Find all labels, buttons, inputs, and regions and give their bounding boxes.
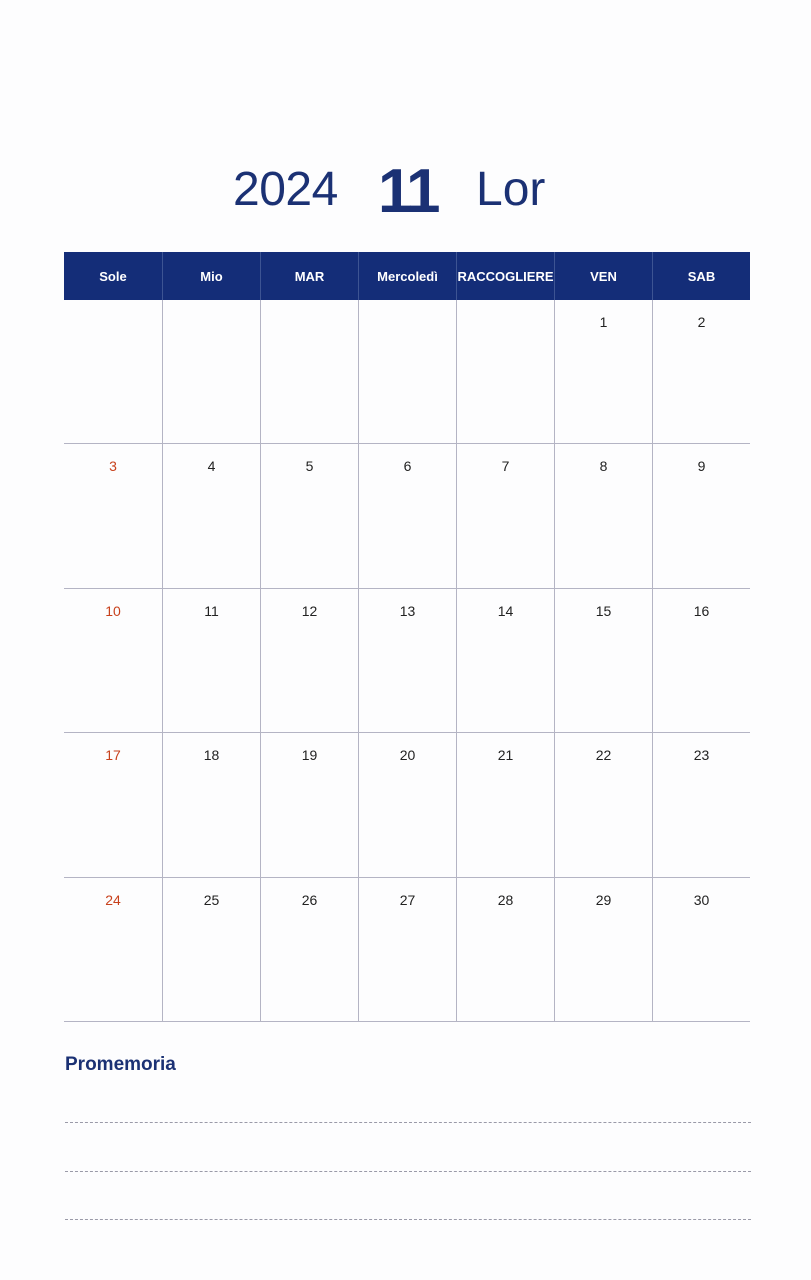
day-cell[interactable]: 1 <box>554 300 652 443</box>
month-number: 11 <box>378 157 438 226</box>
week-row-4 <box>64 733 750 877</box>
weekday-saturday: SAB <box>652 252 750 300</box>
day-cell[interactable] <box>64 300 162 443</box>
day-cell[interactable]: 14 <box>456 589 554 732</box>
weekday-sunday: Sole <box>99 268 127 284</box>
notes-section <box>65 1054 751 1076</box>
note-line[interactable] <box>65 1171 751 1172</box>
day-cell[interactable] <box>260 300 358 443</box>
day-cell[interactable]: 16 <box>652 589 750 732</box>
day-cell[interactable]: 30 <box>652 878 750 1021</box>
day-cell[interactable]: 27 <box>358 878 456 1021</box>
week-row-5 <box>64 878 750 1022</box>
day-cell[interactable] <box>162 300 260 443</box>
week-row-3 <box>64 589 750 733</box>
weekday-monday: Mio <box>162 252 260 300</box>
day-cell[interactable]: 24 <box>105 891 121 908</box>
day-cell[interactable] <box>456 300 554 443</box>
notes-title: Promemoria <box>65 1054 176 1075</box>
day-cell[interactable]: 2 <box>652 300 750 443</box>
day-cell[interactable]: 15 <box>554 589 652 732</box>
day-cell[interactable]: 20 <box>358 733 456 876</box>
day-cell[interactable]: 23 <box>652 733 750 876</box>
weekday-wednesday: Mercoledì <box>358 252 456 300</box>
day-cell[interactable]: 22 <box>554 733 652 876</box>
day-cell[interactable]: 9 <box>652 444 750 587</box>
day-cell[interactable]: 7 <box>456 444 554 587</box>
calendar-grid <box>64 252 750 1022</box>
day-cell[interactable]: 8 <box>554 444 652 587</box>
day-cell[interactable]: 12 <box>260 589 358 732</box>
calendar-header <box>0 150 811 230</box>
day-cell[interactable]: 3 <box>109 458 117 475</box>
week-row-1 <box>64 300 750 444</box>
weekday-thursday: RACCOGLIERE <box>456 252 554 300</box>
day-cell[interactable]: 5 <box>260 444 358 587</box>
day-cell[interactable]: 19 <box>260 733 358 876</box>
weekday-tuesday: MAR <box>260 252 358 300</box>
day-cell[interactable]: 11 <box>162 589 260 732</box>
month-name: Lor <box>476 163 546 216</box>
day-cell[interactable]: 26 <box>260 878 358 1021</box>
day-cell[interactable]: 17 <box>105 747 121 764</box>
day-cell[interactable]: 6 <box>358 444 456 587</box>
day-cell[interactable]: 21 <box>456 733 554 876</box>
day-cell[interactable]: 4 <box>162 444 260 587</box>
weekday-friday: VEN <box>554 252 652 300</box>
day-cell[interactable]: 13 <box>358 589 456 732</box>
day-cell[interactable]: 18 <box>162 733 260 876</box>
day-cell[interactable]: 29 <box>554 878 652 1021</box>
day-cell[interactable]: 10 <box>105 602 121 619</box>
day-cell[interactable] <box>358 300 456 443</box>
weekday-header-row <box>64 252 750 300</box>
year-label: 2024 <box>233 163 338 216</box>
note-line[interactable] <box>65 1219 751 1220</box>
day-cell[interactable]: 25 <box>162 878 260 1021</box>
week-row-2 <box>64 444 750 588</box>
day-cell[interactable]: 28 <box>456 878 554 1021</box>
note-line[interactable] <box>65 1122 751 1123</box>
